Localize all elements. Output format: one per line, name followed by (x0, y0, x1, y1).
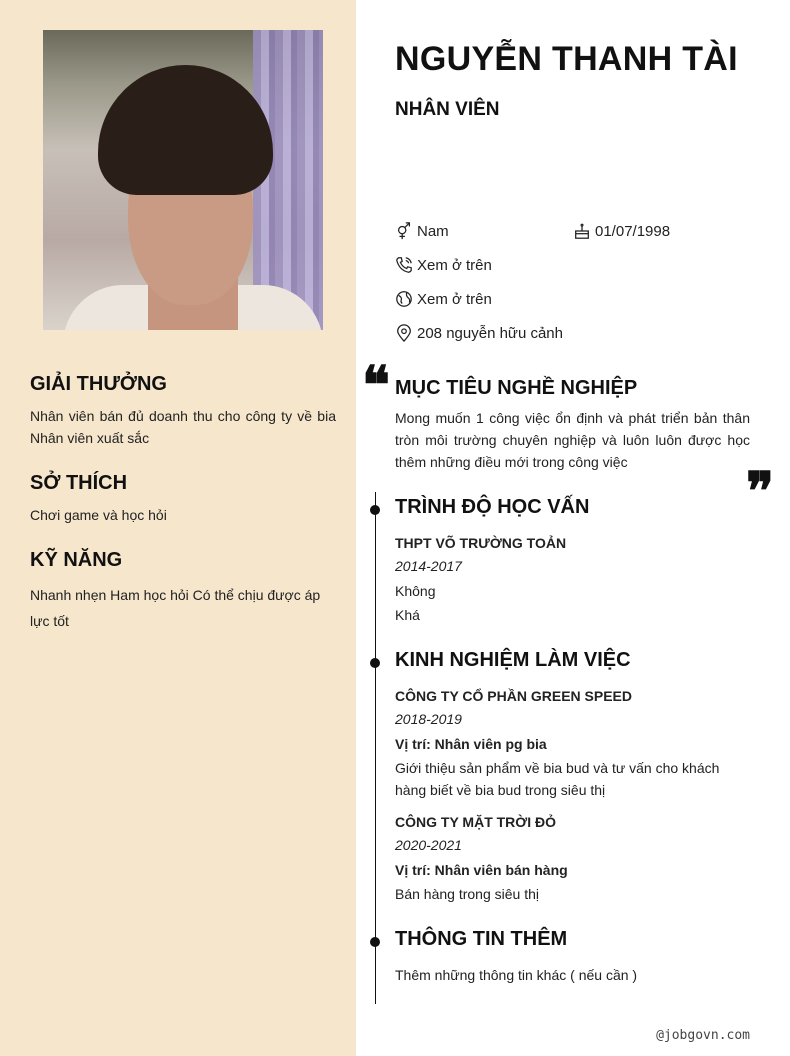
gender-row (395, 220, 449, 242)
left-sidebar (0, 0, 356, 1056)
education-period: 2014-2017 (395, 558, 462, 574)
education-title: TRÌNH ĐỘ HỌC VẤN (395, 496, 590, 518)
education-line-1: Không (395, 583, 436, 599)
location-pin-icon (395, 324, 413, 342)
candidate-name: NGUYỄN THANH TÀI (395, 40, 738, 78)
phone-value: Xem ở trên (417, 256, 492, 274)
education-line-2: Khá (395, 607, 420, 623)
timeline-dot-experience (370, 658, 380, 668)
address-value: 208 nguyễn hữu cảnh (417, 324, 563, 342)
skills-text: Nhanh nhẹn Ham học hỏi Có thể chịu được áp lực tốt (30, 587, 321, 629)
timeline-dot-extra (370, 937, 380, 947)
objective-title: MỤC TIÊU NGHỀ NGHIỆP (395, 377, 638, 399)
experience-title: KINH NGHIỆM LÀM VIỆC (395, 649, 631, 671)
hobbies-text: Chơi game và học hỏi (30, 507, 167, 523)
timeline-line (375, 492, 376, 1004)
globe-icon (395, 290, 413, 308)
close-quote-icon: ❞ (746, 461, 774, 522)
website-value: Xem ở trên (417, 290, 492, 308)
candidate-role: NHÂN VIÊN (395, 99, 500, 120)
profile-photo (43, 30, 323, 330)
address-row (395, 322, 563, 344)
job-description: Bán hàng trong siêu thị (395, 886, 539, 902)
open-quote-icon: ❝ (362, 355, 390, 416)
birthdate-row (573, 220, 670, 242)
gender-icon (395, 222, 413, 240)
awards-title: GIẢI THƯỞNG (30, 373, 167, 395)
job-company: CÔNG TY CỔ PHẦN GREEN SPEED (395, 688, 633, 704)
job-position: Vị trí: Nhân viên pg bia (395, 736, 547, 752)
education-school: THPT VÕ TRƯỜNG TOẢN (395, 535, 567, 551)
gender-value: Nam (417, 222, 449, 240)
birthdate-value: 01/07/1998 (595, 222, 671, 240)
objective-text: Mong muốn 1 công việc ổn định và phát triển bản thân tròn môi trường chuyên nghiệp và luôn luôn được học thêm những điều mới trong công việc (395, 410, 750, 470)
phone-row (395, 254, 492, 276)
job-period: 2018-2019 (395, 711, 462, 727)
job-period: 2020-2021 (395, 837, 462, 853)
job-description: Giới thiệu sản phẩm về bia bud và tư vấn cho khách hàng biết về bia bud trong siêu thị (395, 760, 720, 798)
extra-text: Thêm những thông tin khác ( nếu cần ) (395, 967, 638, 983)
phone-icon (395, 256, 413, 274)
timeline-dot-education (370, 505, 380, 515)
job-position: Vị trí: Nhân viên bán hàng (395, 862, 568, 878)
footer-watermark: @jobgovn.com (656, 1028, 750, 1043)
extra-title: THÔNG TIN THÊM (395, 928, 568, 950)
website-row (395, 288, 492, 310)
awards-text: Nhân viên bán đủ doanh thu cho công ty về bia Nhân viên xuất sắc (30, 408, 336, 446)
birthday-cake-icon (573, 222, 591, 240)
job-company: CÔNG TY MẶT TRỜI ĐỎ (395, 814, 557, 830)
skills-title: KỸ NĂNG (30, 549, 123, 571)
hobbies-title: SỞ THÍCH (30, 472, 128, 494)
